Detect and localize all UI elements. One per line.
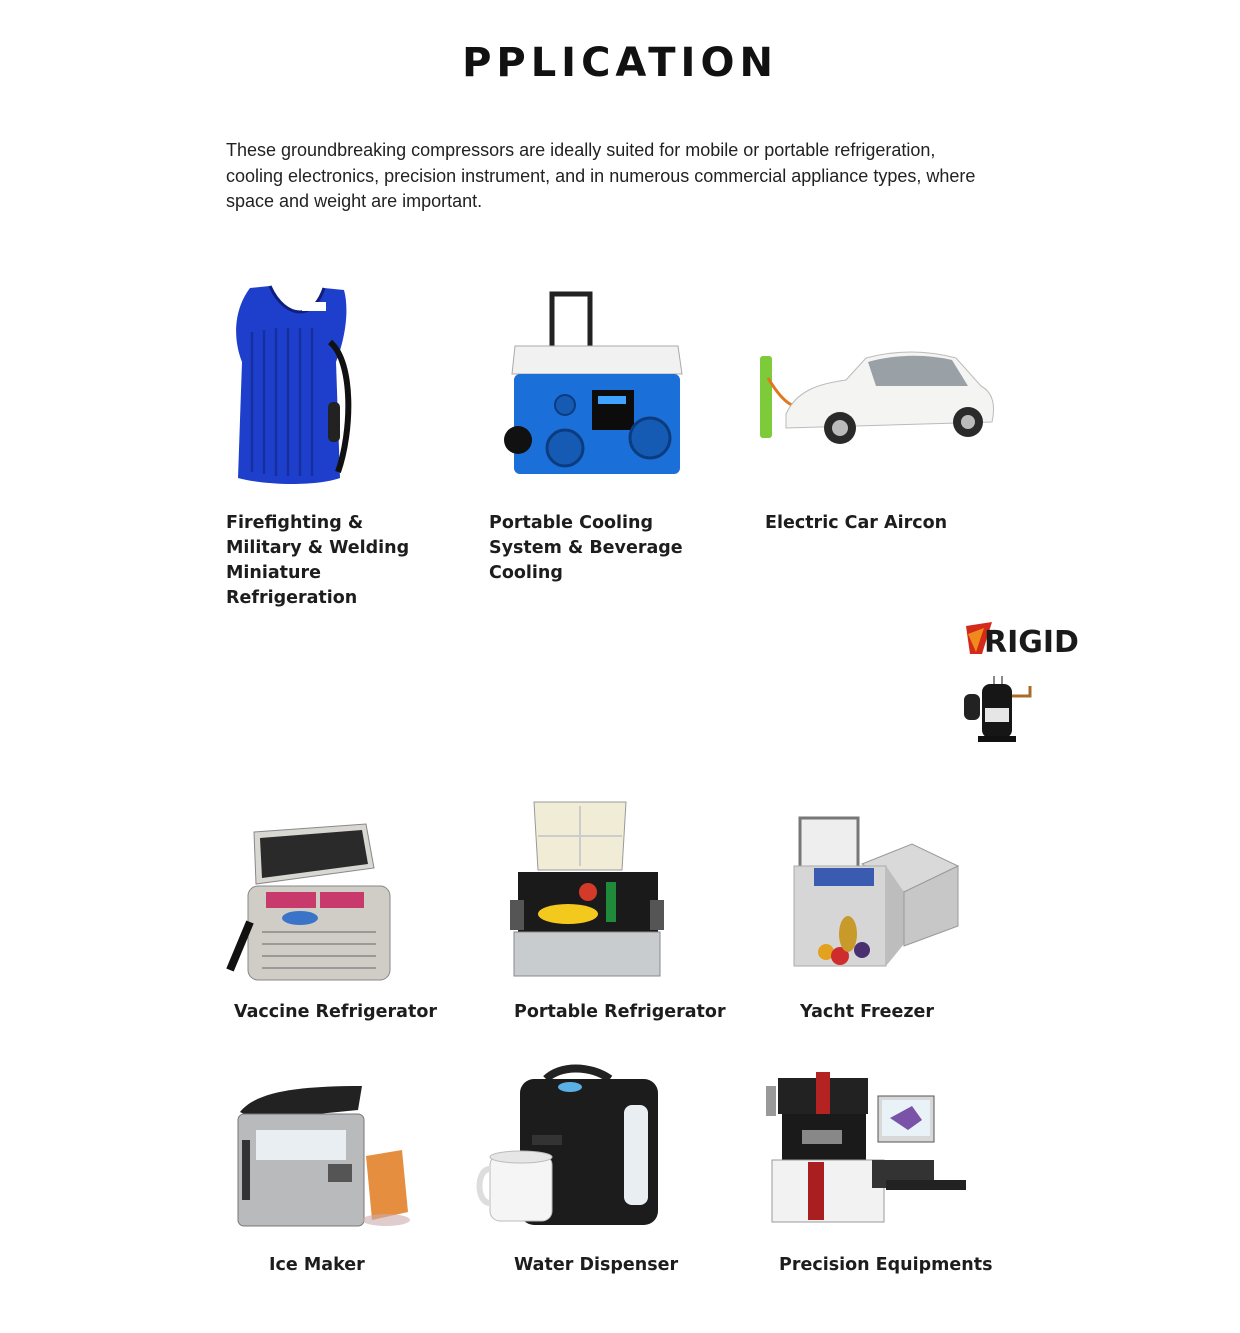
electric-car-icon (756, 348, 1001, 448)
caption-ice-maker: Ice Maker (269, 1255, 365, 1275)
caption-firefighting: Firefighting & Military & Welding Miniature Refrigeration (226, 513, 410, 608)
caption-portable-fridge: Portable Refrigerator (514, 1002, 726, 1022)
caption-yacht-freezer: Yacht Freezer (800, 1002, 935, 1022)
ice-maker-icon (236, 1080, 416, 1232)
caption-precision: Precision Equipments (779, 1255, 993, 1275)
page-title: PPLICATION (462, 40, 778, 86)
cooling-vest-icon (228, 282, 358, 492)
caption-vaccine: Vaccine Refrigerator (234, 1002, 438, 1022)
vaccine-fridge-icon (226, 822, 396, 987)
portable-fridge-icon (508, 800, 666, 980)
caption-electric-car: Electric Car Aircon (765, 513, 948, 533)
compressor-icon (958, 674, 1038, 746)
caption-portable-cooling: Portable Cooling System & Beverage Cooling (489, 513, 683, 583)
precision-equipment-icon (762, 1070, 968, 1230)
cooler-box-icon (510, 290, 685, 485)
rigid-logo-text: RIGID (984, 625, 1079, 660)
rigid-logo (964, 618, 1079, 660)
caption-water-dispenser: Water Dispenser (514, 1255, 679, 1275)
yacht-freezer-icon (792, 816, 962, 976)
intro-paragraph: These groundbreaking compressors are ideally suited for mobile or portable refrigeration, cooling electronics, precision instrument, and in numerous commercial appliance types, where space and weight are important. (226, 140, 976, 211)
water-dispenser-icon (480, 1065, 662, 1227)
